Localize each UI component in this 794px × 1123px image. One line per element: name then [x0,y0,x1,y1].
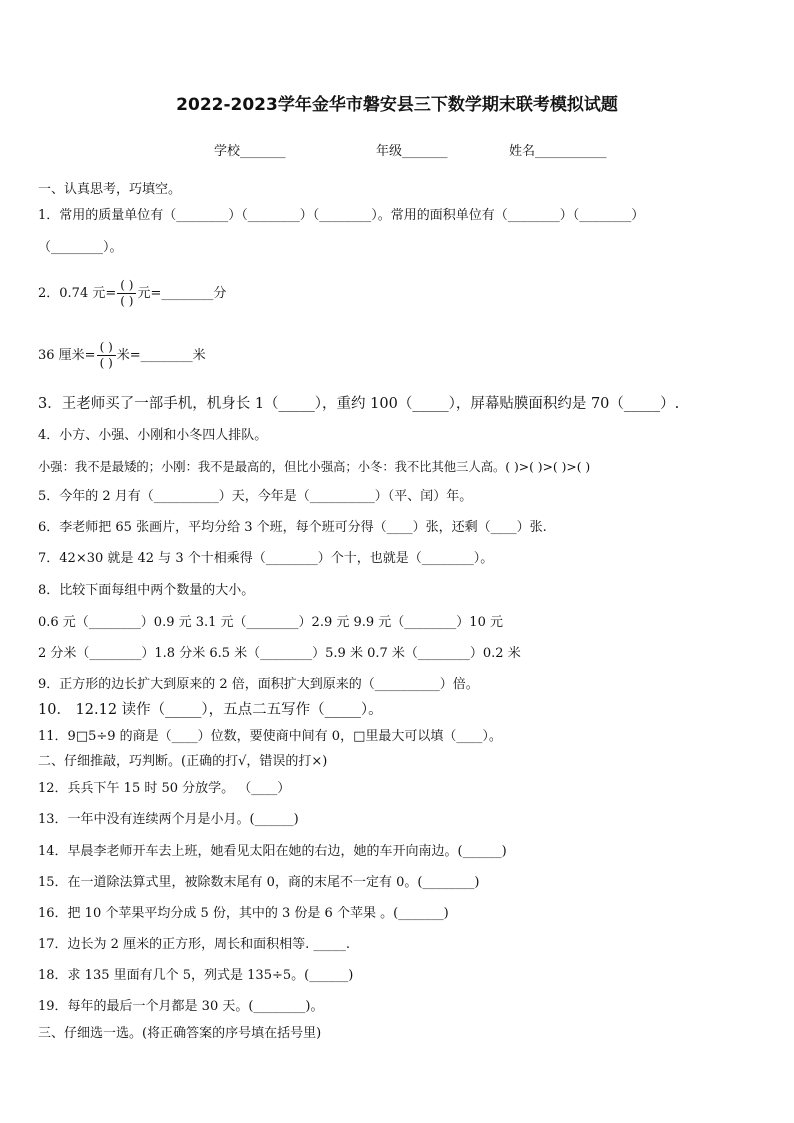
question-16: 16．把 10 个苹果平均分成 5 份，其中的 3 份是 6 个苹果 。(_______) [38,906,449,921]
question-3: 3．王老师买了一部手机，机身长 1（_____），重约 100（_____），屏幕贴膜面积约是 70（_____）. [38,396,680,412]
fraction-numerator: ( ) [97,340,116,356]
question-4: 4．小方、小强、小刚和小冬四人排队。 [38,428,268,443]
question-18: 18．求 135 里面有几个 5，列式是 135÷5。(______) [38,968,354,983]
question-4-statement: 小强：我不是最矮的；小刚：我不是最高的，但比小强高；小冬：我不比其他三人高。( )>( )>( )>( ) [38,460,591,474]
question-1: 1．常用的质量单位有（________）（________）（________）。常用的面积单位有（________）（________） [38,208,645,223]
question-10: 10． 12.12 读作（_____），五点二五写作（_____）。 [38,702,383,718]
school-field: 学校_______ [214,144,286,159]
section-2-heading: 二、仔细推敲，巧判断。(正确的打√，错误的打×) [38,754,328,769]
section-1-heading: 一、认真思考，巧填空。 [38,182,182,197]
question-8-row-2: 2 分米（________）1.8 分米 6.5 米（________）5.9 米 0.7 米（________）0.2 米 [38,646,521,661]
fraction [117,278,136,309]
question-2 [38,277,226,311]
name-field: 姓名___________ [509,144,607,159]
question-17: 17．边长为 2 厘米的正方形，周长和面积相等. _____. [38,937,350,952]
question-8-row-1: 0.6 元（________）0.9 元 3.1 元（________）2.9 元 9.9 元（________）10 元 [38,615,503,630]
question-2-part-b [38,339,206,373]
question-14: 14．早晨李老师开车去上班，她看见太阳在她的右边，她的车开向南边。(______) [38,844,507,859]
question-6: 6．李老师把 65 张画片，平均分给 3 个班，每个班可分得（____）张，还剩（____）张. [38,520,547,535]
fraction-denominator: ( ) [120,294,134,308]
question-5: 5．今年的 2 月有（__________）天，今年是（__________）（平、闰）年。 [38,489,473,504]
fraction-numerator: ( ) [117,278,136,294]
question-19: 19．每年的最后一个月都是 30 天。(________)。 [38,999,324,1014]
question-2b-suffix: 米=________米 [116,348,206,363]
question-2b-prefix: 36 厘米= [38,348,96,363]
question-1-continued: （________）。 [38,240,123,255]
fraction-denominator: ( ) [99,356,113,370]
section-3-heading: 三、仔细选一选。(将正确答案的序号填在括号里) [38,1026,322,1041]
question-9: 9．正方形的边长扩大到原来的 2 倍，面积扩大到原来的（__________）倍。 [38,677,479,692]
question-2-suffix: 元=________分 [137,286,227,301]
question-13: 13．一年中没有连续两个月是小月。(______) [38,812,299,827]
question-8: 8．比较下面每组中两个数量的大小。 [38,583,255,598]
page-title: 2022-2023学年金华市磐安县三下数学期末联考模拟试题 [176,95,618,115]
question-11: 11．9□5÷9 的商是（____）位数，要使商中间有 0，□里最大可以填（____）。 [38,729,502,744]
grade-field: 年级_______ [376,144,448,159]
question-7: 7．42×30 就是 42 与 3 个十相乘得（________）个十，也就是（________）。 [38,551,494,566]
question-15: 15．在一道除法算式里，被除数末尾有 0，商的末尾不一定有 0。(________) [38,875,480,890]
question-2-prefix: 2．0.74 元= [38,286,117,301]
question-12: 12．兵兵下午 15 时 50 分放学。 （____） [38,781,291,796]
fraction [97,340,116,371]
